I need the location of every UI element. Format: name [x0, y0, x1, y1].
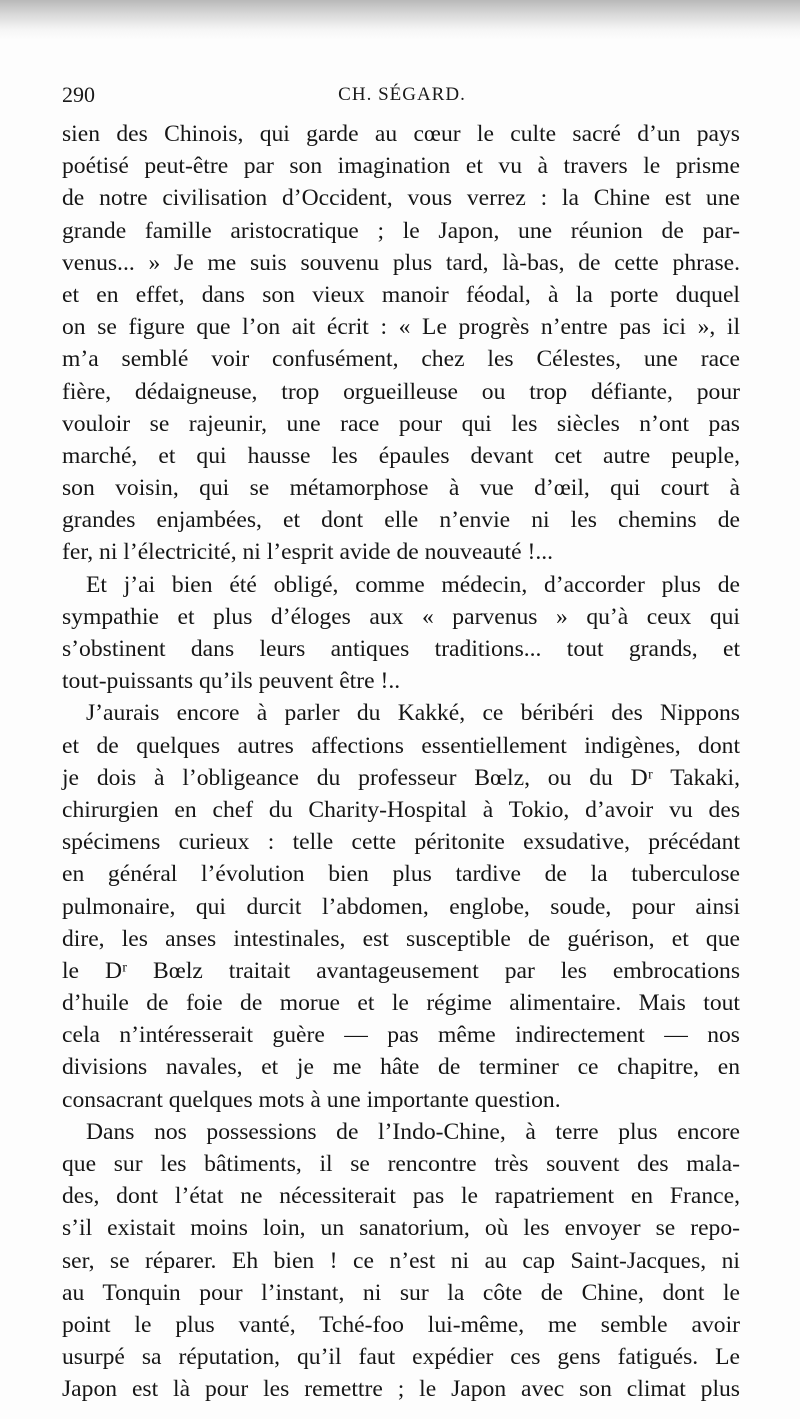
text-line: sympathie et plus d’éloges aux « parvenus » qu’à ceux qui: [62, 603, 740, 630]
text-line: spécimens curieux : telle cette péritonite exsudative, précédant: [62, 829, 740, 856]
text-line: poétisé peut-être par son imagination et vu à travers le prisme: [62, 153, 740, 180]
text-line: Japon est là pour les remettre ; le Japon avec son climat plus: [62, 1376, 740, 1403]
text-line: au Tonquin pour l’instant, ni sur la côte de Chine, dont le: [62, 1279, 740, 1306]
text-line: des, dont l’état ne nécessiterait pas le rapatriement en France,: [62, 1183, 740, 1210]
page-number: 290: [62, 82, 95, 107]
text-line: et de quelques autres affections essentiellement indigènes, dont: [62, 732, 740, 759]
text-line: m’a semblé voir confusément, chez les Célestes, une race: [62, 346, 740, 373]
text-line: s’il existait moins loin, un sanatorium, où les envoyer se repo-: [62, 1215, 740, 1242]
text-line: grandes enjambées, et dont elle n’envie ni les chemins de: [62, 507, 740, 534]
text-line: d’huile de foie de morue et le régime alimentaire. Mais tout: [62, 990, 740, 1017]
text-line: Et j’ai bien été obligé, comme médecin, d’accorder plus de: [86, 571, 740, 598]
text-line: Dans nos possessions de l’Indo-Chine, à terre plus encore: [86, 1118, 740, 1145]
body-text: [62, 118, 740, 1406]
text-line: dire, les anses intestinales, est susceptible de guérison, et que: [62, 925, 740, 952]
text-line: chirurgien en chef du Charity-Hospital à Tokio, d’avoir vu des: [62, 796, 740, 823]
text-line: vouloir se rajeunir, une race pour qui les siècles n’ont pas: [62, 410, 740, 437]
text-line: on se figure que l’on ait écrit : « Le progrès n’entre pas ici », il: [62, 314, 740, 341]
text-line: divisions navales, et je me hâte de terminer ce chapitre, en: [62, 1054, 740, 1081]
text-line: ser, se réparer. Eh bien ! ce n’est ni au cap Saint-Jacques, ni: [62, 1247, 740, 1274]
text-line: que sur les bâtiments, il se rencontre très souvent des mala-: [62, 1151, 740, 1177]
text-line: consacrant quelques mots à une importante question.: [62, 1086, 561, 1113]
text-line: le Dʳ Bœlz traitait avantageusement par les embrocations: [62, 957, 740, 984]
text-line: pulmonaire, qui durcit l’abdomen, englobe, soude, pour ainsi: [62, 893, 740, 920]
text-line: son voisin, qui se métamorphose à vue d’œil, qui court à: [62, 475, 740, 502]
text-line: de notre civilisation d’Occident, vous verrez : la Chine est une: [62, 185, 740, 212]
text-line: sien des Chinois, qui garde au cœur le culte sacré d’un pays: [62, 121, 740, 147]
text-line: cela n’intéresserait guère — pas même indirectement — nos: [62, 1022, 740, 1049]
text-line: en général l’évolution bien plus tardive de la tuberculose: [62, 861, 740, 888]
text-line: et en effet, dans son vieux manoir féodal, à la porte duquel: [62, 281, 740, 308]
text-line: fière, dédaigneuse, trop orgueilleuse ou trop défiante, pour: [62, 378, 740, 405]
text-line: grande famille aristocratique ; le Japon, une réunion de par-: [62, 217, 740, 244]
text-line: usurpé sa réputation, qu’il faut expédier ces gens fatigués. Le: [62, 1344, 740, 1371]
page-header: [62, 80, 742, 110]
text-line: tout-puissants qu’ils peuvent être !..: [62, 668, 401, 695]
text-line: J’aurais encore à parler du Kakké, ce béribéri des Nippons: [86, 700, 740, 727]
running-head: CH. SÉGARD.: [338, 84, 466, 105]
scan-top-edge: [0, 0, 800, 40]
text-line: s’obstinent dans leurs antiques traditions... tout grands, et: [62, 636, 740, 662]
text-line: marché, et qui hausse les épaules devant cet autre peuple,: [62, 442, 740, 469]
text-line: fer, ni l’électricité, ni l’esprit avide de nouveauté !...: [62, 539, 554, 566]
text-line: je dois à l’obligeance du professeur Bœlz, ou du Dʳ Takaki,: [62, 764, 740, 791]
text-line: venus... » Je me suis souvenu plus tard, là-bas, de cette phrase.: [62, 249, 740, 276]
text-line: point le plus vanté, Tché-foo lui-même, me semble avoir: [62, 1311, 740, 1338]
